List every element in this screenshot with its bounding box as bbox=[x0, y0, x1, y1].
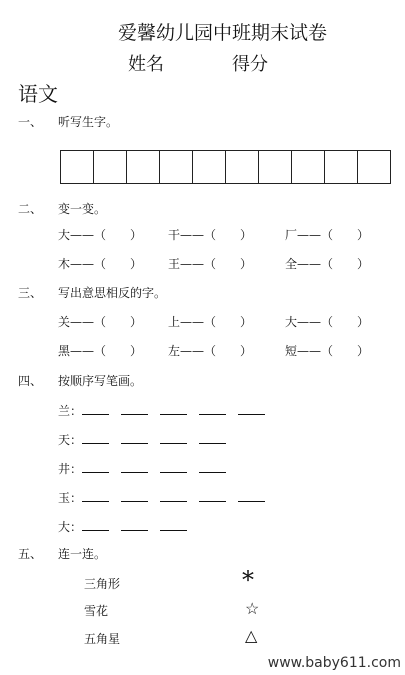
section-1-title: 听写生字。 bbox=[58, 115, 119, 129]
stroke-blank[interactable] bbox=[160, 432, 187, 444]
stroke-blank[interactable] bbox=[160, 519, 187, 531]
section-4-title: 按顺序写笔画。 bbox=[58, 374, 143, 388]
match-left-item[interactable]: 五角星 bbox=[84, 632, 121, 646]
stroke-blank[interactable] bbox=[121, 403, 148, 415]
transform-item[interactable]: 干——（ ） bbox=[168, 228, 253, 242]
antonym-item[interactable]: 上——（ ） bbox=[168, 315, 253, 329]
dictation-box[interactable] bbox=[259, 151, 292, 183]
transform-item[interactable]: 木——（ ） bbox=[58, 257, 143, 271]
stroke-blank[interactable] bbox=[160, 461, 187, 473]
antonym-item[interactable]: 黑——（ ） bbox=[58, 344, 143, 358]
stroke-char: 天： bbox=[58, 433, 83, 447]
transform-item[interactable]: 厂——（ ） bbox=[285, 228, 370, 242]
transform-item[interactable]: 大——（ ） bbox=[58, 228, 143, 242]
antonym-item[interactable]: 大——（ ） bbox=[285, 315, 370, 329]
stroke-blank[interactable] bbox=[82, 490, 109, 502]
section-5-title: 连一连。 bbox=[58, 547, 107, 561]
stroke-blank[interactable] bbox=[199, 403, 226, 415]
transform-item[interactable]: 全——（ ） bbox=[285, 257, 370, 271]
stroke-blank[interactable] bbox=[199, 490, 226, 502]
section-1-number: 一、 bbox=[18, 115, 43, 129]
dictation-box[interactable] bbox=[226, 151, 259, 183]
score-label: 得分 bbox=[232, 54, 268, 75]
name-label: 姓名 bbox=[128, 54, 164, 75]
watermark: www.baby611.com bbox=[267, 655, 401, 671]
stroke-blank[interactable] bbox=[121, 490, 148, 502]
section-3-number: 三、 bbox=[18, 286, 43, 300]
triangle-outline-icon[interactable]: △ bbox=[245, 626, 258, 645]
stroke-char: 兰： bbox=[58, 404, 83, 418]
asterisk-icon[interactable]: * bbox=[242, 566, 254, 594]
stroke-blank[interactable] bbox=[82, 461, 109, 473]
stroke-blank[interactable] bbox=[121, 432, 148, 444]
stroke-char: 大： bbox=[58, 520, 83, 534]
section-2-number: 二、 bbox=[18, 202, 43, 216]
stroke-row bbox=[58, 460, 238, 477]
transform-item[interactable]: 王——（ ） bbox=[168, 257, 253, 271]
stroke-blank[interactable] bbox=[199, 461, 226, 473]
antonym-item[interactable]: 短——（ ） bbox=[285, 344, 370, 358]
dictation-box[interactable] bbox=[325, 151, 358, 183]
section-3-title: 写出意思相反的字。 bbox=[58, 286, 167, 300]
antonym-item[interactable]: 左——（ ） bbox=[168, 344, 253, 358]
stroke-blank[interactable] bbox=[121, 519, 148, 531]
stroke-row bbox=[58, 431, 238, 448]
dictation-box[interactable] bbox=[61, 151, 94, 183]
dictation-box[interactable] bbox=[292, 151, 325, 183]
stroke-blank[interactable] bbox=[121, 461, 148, 473]
stroke-blank[interactable] bbox=[82, 403, 109, 415]
dictation-box[interactable] bbox=[127, 151, 160, 183]
section-2-title: 变一变。 bbox=[58, 202, 107, 216]
stroke-char: 井： bbox=[58, 462, 83, 476]
stroke-blank[interactable] bbox=[82, 519, 109, 531]
section-4-number: 四、 bbox=[18, 374, 43, 388]
stroke-row bbox=[58, 402, 277, 419]
stroke-blank[interactable] bbox=[238, 490, 265, 502]
match-left-item[interactable]: 三角形 bbox=[84, 577, 121, 591]
dictation-grid bbox=[60, 150, 391, 184]
antonym-item[interactable]: 关——（ ） bbox=[58, 315, 143, 329]
match-left-item[interactable]: 雪花 bbox=[84, 604, 109, 618]
dictation-box[interactable] bbox=[94, 151, 127, 183]
dictation-box[interactable] bbox=[358, 151, 390, 183]
section-5-number: 五、 bbox=[18, 547, 43, 561]
stroke-blank[interactable] bbox=[238, 403, 265, 415]
stroke-row bbox=[58, 489, 277, 506]
dictation-box[interactable] bbox=[160, 151, 193, 183]
stroke-blank[interactable] bbox=[160, 403, 187, 415]
subject-label: 语文 bbox=[18, 82, 58, 106]
dictation-box[interactable] bbox=[193, 151, 226, 183]
stroke-blank[interactable] bbox=[199, 432, 226, 444]
stroke-blank[interactable] bbox=[160, 490, 187, 502]
stroke-row bbox=[58, 518, 199, 535]
stroke-blank[interactable] bbox=[82, 432, 109, 444]
exam-title: 爱馨幼儿园中班期末试卷 bbox=[117, 22, 327, 44]
stroke-char: 玉： bbox=[58, 491, 83, 505]
star-outline-icon[interactable]: ☆ bbox=[245, 599, 260, 618]
